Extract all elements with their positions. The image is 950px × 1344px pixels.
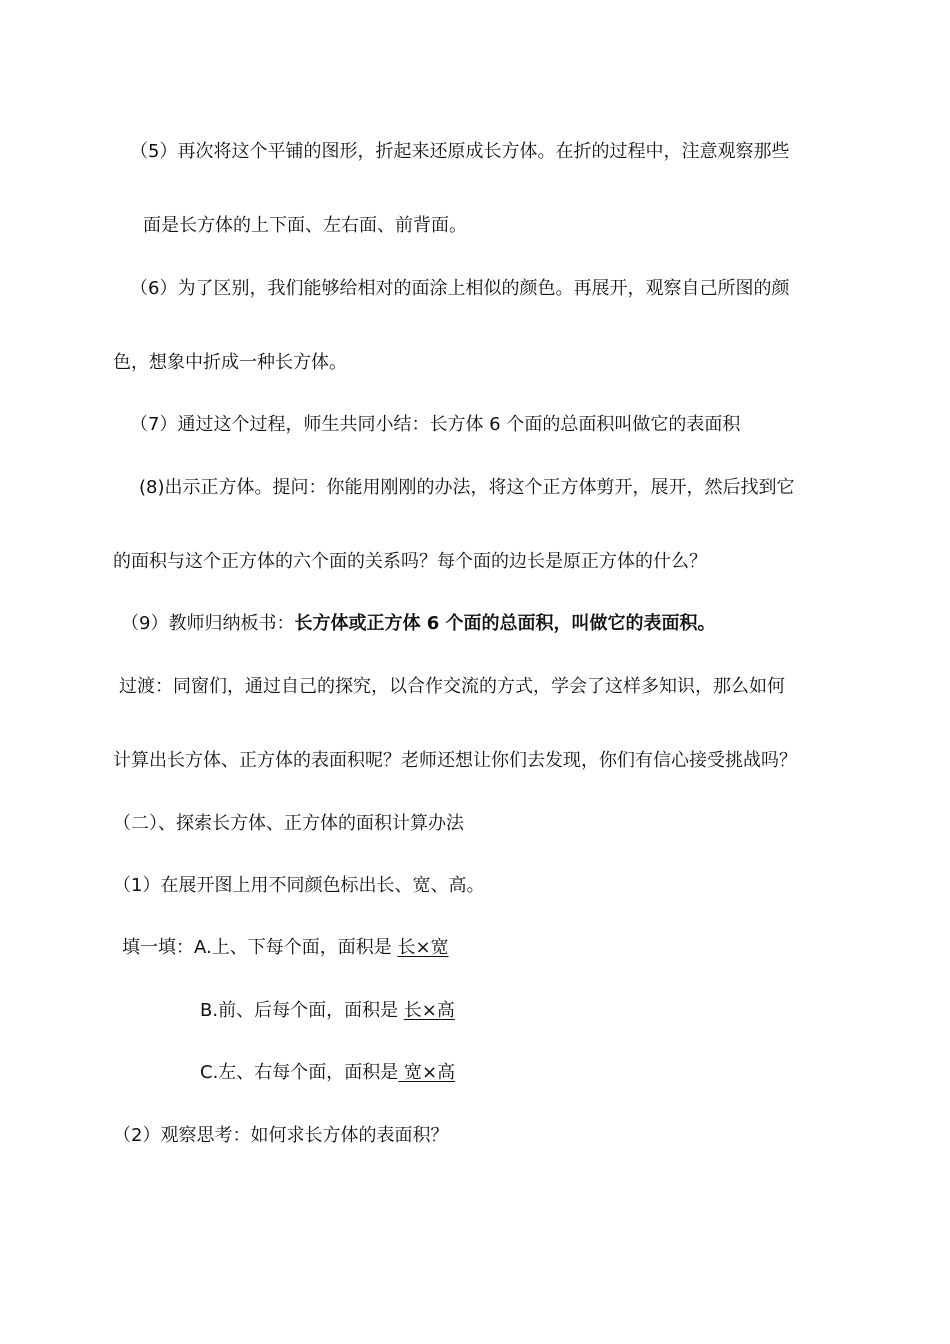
paragraph-9-prefix: （9）教师归纳板书：	[121, 613, 295, 634]
paragraph-9	[121, 611, 716, 637]
section-2-item-1: （1）在展开图上用不同颜色标出长、宽、高。	[113, 875, 485, 896]
paragraph-8-line-1: (8)出示正方体。提问：你能用刚刚的办法，将这个正方体剪开，展开，然后找到它	[139, 477, 795, 498]
fill-in-c-answer: 宽×高	[398, 1062, 456, 1083]
paragraph-5-line-1: （5）再次将这个平铺的图形，折起来还原成长方体。在折的过程中，注意观察那些	[130, 141, 790, 162]
section-2-heading: （二）、探索长方体、正方体的面积计算办法	[113, 813, 464, 834]
fill-in-c-prefix: C.左、右每个面，面积是	[200, 1062, 399, 1083]
fill-in-a	[122, 935, 449, 961]
paragraph-9-definition: 长方体或正方体 6 个面的总面积，叫做它的表面积。	[294, 613, 716, 634]
section-2-item-2: （2）观察思考：如何求长方体的表面积？	[113, 1125, 449, 1146]
fill-in-a-answer: 长×宽	[397, 937, 449, 958]
paragraph-5-line-2: 面是长方体的上下面、左右面、前背面。	[143, 215, 467, 236]
fill-in-c	[200, 1060, 455, 1086]
transition-line-2: 计算出长方体、正方体的表面积呢？老师还想让你们去发现，你们有信心接受挑战吗？	[113, 750, 797, 771]
paragraph-8-line-2: 的面积与这个正方体的六个面的关系吗？每个面的边长是原正方体的什么？	[113, 551, 707, 572]
paragraph-7: （7）通过这个过程，师生共同小结：长方体 6 个面的总面积叫做它的表面积	[130, 414, 741, 435]
paragraph-6-line-2: 色，想象中折成一种长方体。	[113, 352, 347, 373]
fill-in-b	[200, 998, 455, 1024]
fill-in-b-answer: 长×高	[403, 1000, 455, 1021]
paragraph-6-line-1: （6）为了区别，我们能够给相对的面涂上相似的颜色。再展开，观察自己所图的颜	[130, 278, 790, 299]
fill-in-b-prefix: B.前、后每个面，面积是	[200, 1000, 404, 1021]
transition-line-1: 过渡：同窗们，通过自己的探究，以合作交流的方式，学会了这样多知识，那么如何	[119, 676, 785, 697]
fill-in-a-prefix: 填一填：A.上、下每个面，面积是	[122, 937, 398, 958]
